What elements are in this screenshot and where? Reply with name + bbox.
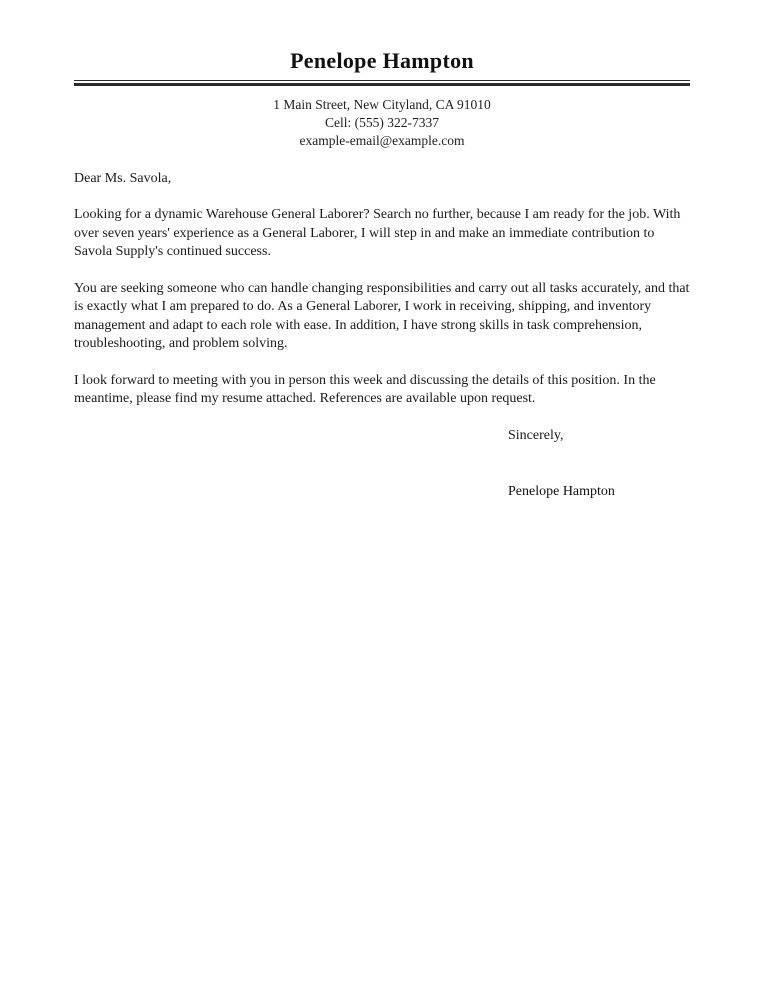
contact-phone: Cell: (555) 322-7337 xyxy=(325,115,439,130)
body-paragraph-1: Looking for a dynamic Warehouse General Laborer? Search no further, because I am ready for the job. With over seven years' experience as a General Laborer, I will step in and make an immediate contribution to Savola Supply's continued success. xyxy=(74,207,681,259)
body-paragraph-2: You are seeking someone who can handle changing responsibilities and carry out all tasks accurately, and that is exactly what I am prepared to do. As a General Laborer, I work in receiving, shipping, and inventory management and adapt to each role with ease. In addition, I have strong skills in task comprehension, troubleshooting, and problem solving. xyxy=(74,280,690,351)
body-paragraph-3: I look forward to meeting with you in person this week and discussing the details of this position. In the meantime, please find my resume attached. References are available upon request. xyxy=(74,372,656,406)
cover-letter xyxy=(74,0,690,501)
salutation: Dear Ms. Savola, xyxy=(74,171,172,186)
contact-address: 1 Main Street, New Cityland, CA 91010 xyxy=(273,97,491,112)
header-divider-rule xyxy=(74,80,690,86)
closing-block xyxy=(74,427,690,501)
letter-body xyxy=(74,170,690,409)
closing-salutation: Sincerely, xyxy=(508,427,564,443)
letterhead xyxy=(74,0,690,86)
contact-block xyxy=(74,96,690,150)
applicant-name: Penelope Hampton xyxy=(290,48,474,73)
contact-email: example-email@example.com xyxy=(299,133,465,148)
signature-name: Penelope Hampton xyxy=(508,483,615,499)
